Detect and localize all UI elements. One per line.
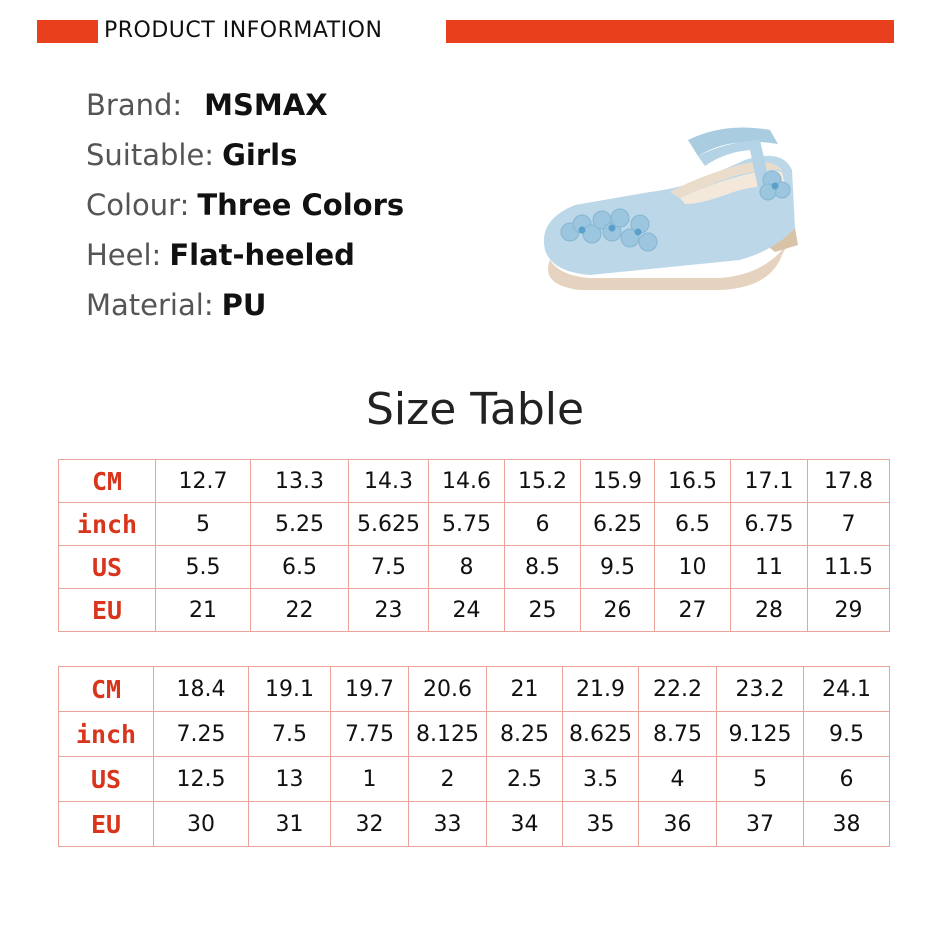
table-cell: 7.25 [154, 712, 249, 757]
table-row [59, 546, 890, 589]
table-cell: 27 [655, 589, 731, 632]
table-cell: 6.5 [655, 503, 731, 546]
table-cell: 17.8 [808, 460, 890, 503]
table-cell: 24 [429, 589, 505, 632]
table-cell: 17.1 [731, 460, 808, 503]
spec-value: PU [221, 288, 267, 322]
table-cell: 6.75 [731, 503, 808, 546]
table-cell: 5 [717, 757, 804, 802]
table-cell: 13 [249, 757, 331, 802]
table-cell: 36 [639, 802, 717, 847]
spec-label: Material: [86, 288, 214, 322]
table-cell: 38 [804, 802, 890, 847]
table-cell: 26 [581, 589, 655, 632]
row-label: EU [59, 589, 156, 632]
table-cell: 12.7 [156, 460, 251, 503]
spec-value: Flat-heeled [169, 238, 355, 272]
header-title: PRODUCT INFORMATION [104, 18, 383, 43]
table-cell: 23.2 [717, 667, 804, 712]
table-cell: 15.2 [505, 460, 581, 503]
table-cell: 5.75 [429, 503, 505, 546]
table-cell: 37 [717, 802, 804, 847]
spec-suitable [86, 138, 297, 172]
table-cell: 28 [731, 589, 808, 632]
table-cell: 2.5 [487, 757, 563, 802]
table-cell: 21 [487, 667, 563, 712]
table-cell: 8.625 [563, 712, 639, 757]
table-cell: 19.7 [331, 667, 409, 712]
table-cell: 31 [249, 802, 331, 847]
table-cell: 3.5 [563, 757, 639, 802]
shoe-image [520, 100, 820, 330]
table-cell: 21 [156, 589, 251, 632]
table-cell: 8.5 [505, 546, 581, 589]
table-cell: 24.1 [804, 667, 890, 712]
table-cell: 8.25 [487, 712, 563, 757]
table-cell: 21.9 [563, 667, 639, 712]
table-cell: 34 [487, 802, 563, 847]
table-cell: 35 [563, 802, 639, 847]
row-label: CM [59, 667, 154, 712]
table-cell: 20.6 [409, 667, 487, 712]
spec-colour [86, 188, 404, 222]
table-row [59, 503, 890, 546]
size-table-2 [58, 666, 890, 847]
table-row [59, 712, 890, 757]
spec-label: Suitable: [86, 138, 215, 172]
table-cell: 7 [808, 503, 890, 546]
spec-value: MSMAX [204, 88, 328, 122]
table-row [59, 589, 890, 632]
table-cell: 23 [349, 589, 429, 632]
table-cell: 19.1 [249, 667, 331, 712]
header-bar-right [446, 20, 894, 43]
table-cell: 8.125 [409, 712, 487, 757]
table-cell: 29 [808, 589, 890, 632]
table-cell: 8 [429, 546, 505, 589]
table-cell: 6.25 [581, 503, 655, 546]
table-row [59, 802, 890, 847]
row-label: US [59, 757, 154, 802]
table-cell: 13.3 [251, 460, 349, 503]
table-cell: 25 [505, 589, 581, 632]
table-cell: 2 [409, 757, 487, 802]
table-cell: 5.25 [251, 503, 349, 546]
spec-value: Three Colors [197, 188, 405, 222]
table-cell: 7.5 [249, 712, 331, 757]
table-cell: 6.5 [251, 546, 349, 589]
table-row [59, 460, 890, 503]
header-bar-left [37, 20, 98, 43]
table-cell: 14.6 [429, 460, 505, 503]
spec-label: Brand: [86, 88, 183, 122]
size-table-title: Size Table [365, 384, 585, 435]
table-cell: 5.625 [349, 503, 429, 546]
table-cell: 11 [731, 546, 808, 589]
table-cell: 9.125 [717, 712, 804, 757]
table-cell: 15.9 [581, 460, 655, 503]
spec-label: Colour: [86, 188, 190, 222]
table-cell: 22 [251, 589, 349, 632]
row-label: inch [59, 712, 154, 757]
spec-brand [86, 88, 328, 122]
table-cell: 7.75 [331, 712, 409, 757]
row-label: EU [59, 802, 154, 847]
table-cell: 8.75 [639, 712, 717, 757]
spec-label: Heel: [86, 238, 162, 272]
table-cell: 9.5 [581, 546, 655, 589]
table-cell: 7.5 [349, 546, 429, 589]
table-cell: 4 [639, 757, 717, 802]
table-cell: 18.4 [154, 667, 249, 712]
table-cell: 9.5 [804, 712, 890, 757]
table-cell: 1 [331, 757, 409, 802]
spec-value: Girls [222, 138, 298, 172]
table-cell: 5 [156, 503, 251, 546]
row-label: inch [59, 503, 156, 546]
spec-heel [86, 238, 355, 272]
table-cell: 12.5 [154, 757, 249, 802]
table-cell: 14.3 [349, 460, 429, 503]
row-label: CM [59, 460, 156, 503]
table-cell: 22.2 [639, 667, 717, 712]
table-row [59, 667, 890, 712]
table-cell: 33 [409, 802, 487, 847]
table-cell: 32 [331, 802, 409, 847]
table-cell: 5.5 [156, 546, 251, 589]
table-cell: 16.5 [655, 460, 731, 503]
table-cell: 10 [655, 546, 731, 589]
spec-material [86, 288, 266, 322]
table-cell: 6 [804, 757, 890, 802]
table-cell: 11.5 [808, 546, 890, 589]
table-row [59, 757, 890, 802]
table-cell: 30 [154, 802, 249, 847]
table-cell: 6 [505, 503, 581, 546]
size-table-1 [58, 459, 890, 632]
row-label: US [59, 546, 156, 589]
